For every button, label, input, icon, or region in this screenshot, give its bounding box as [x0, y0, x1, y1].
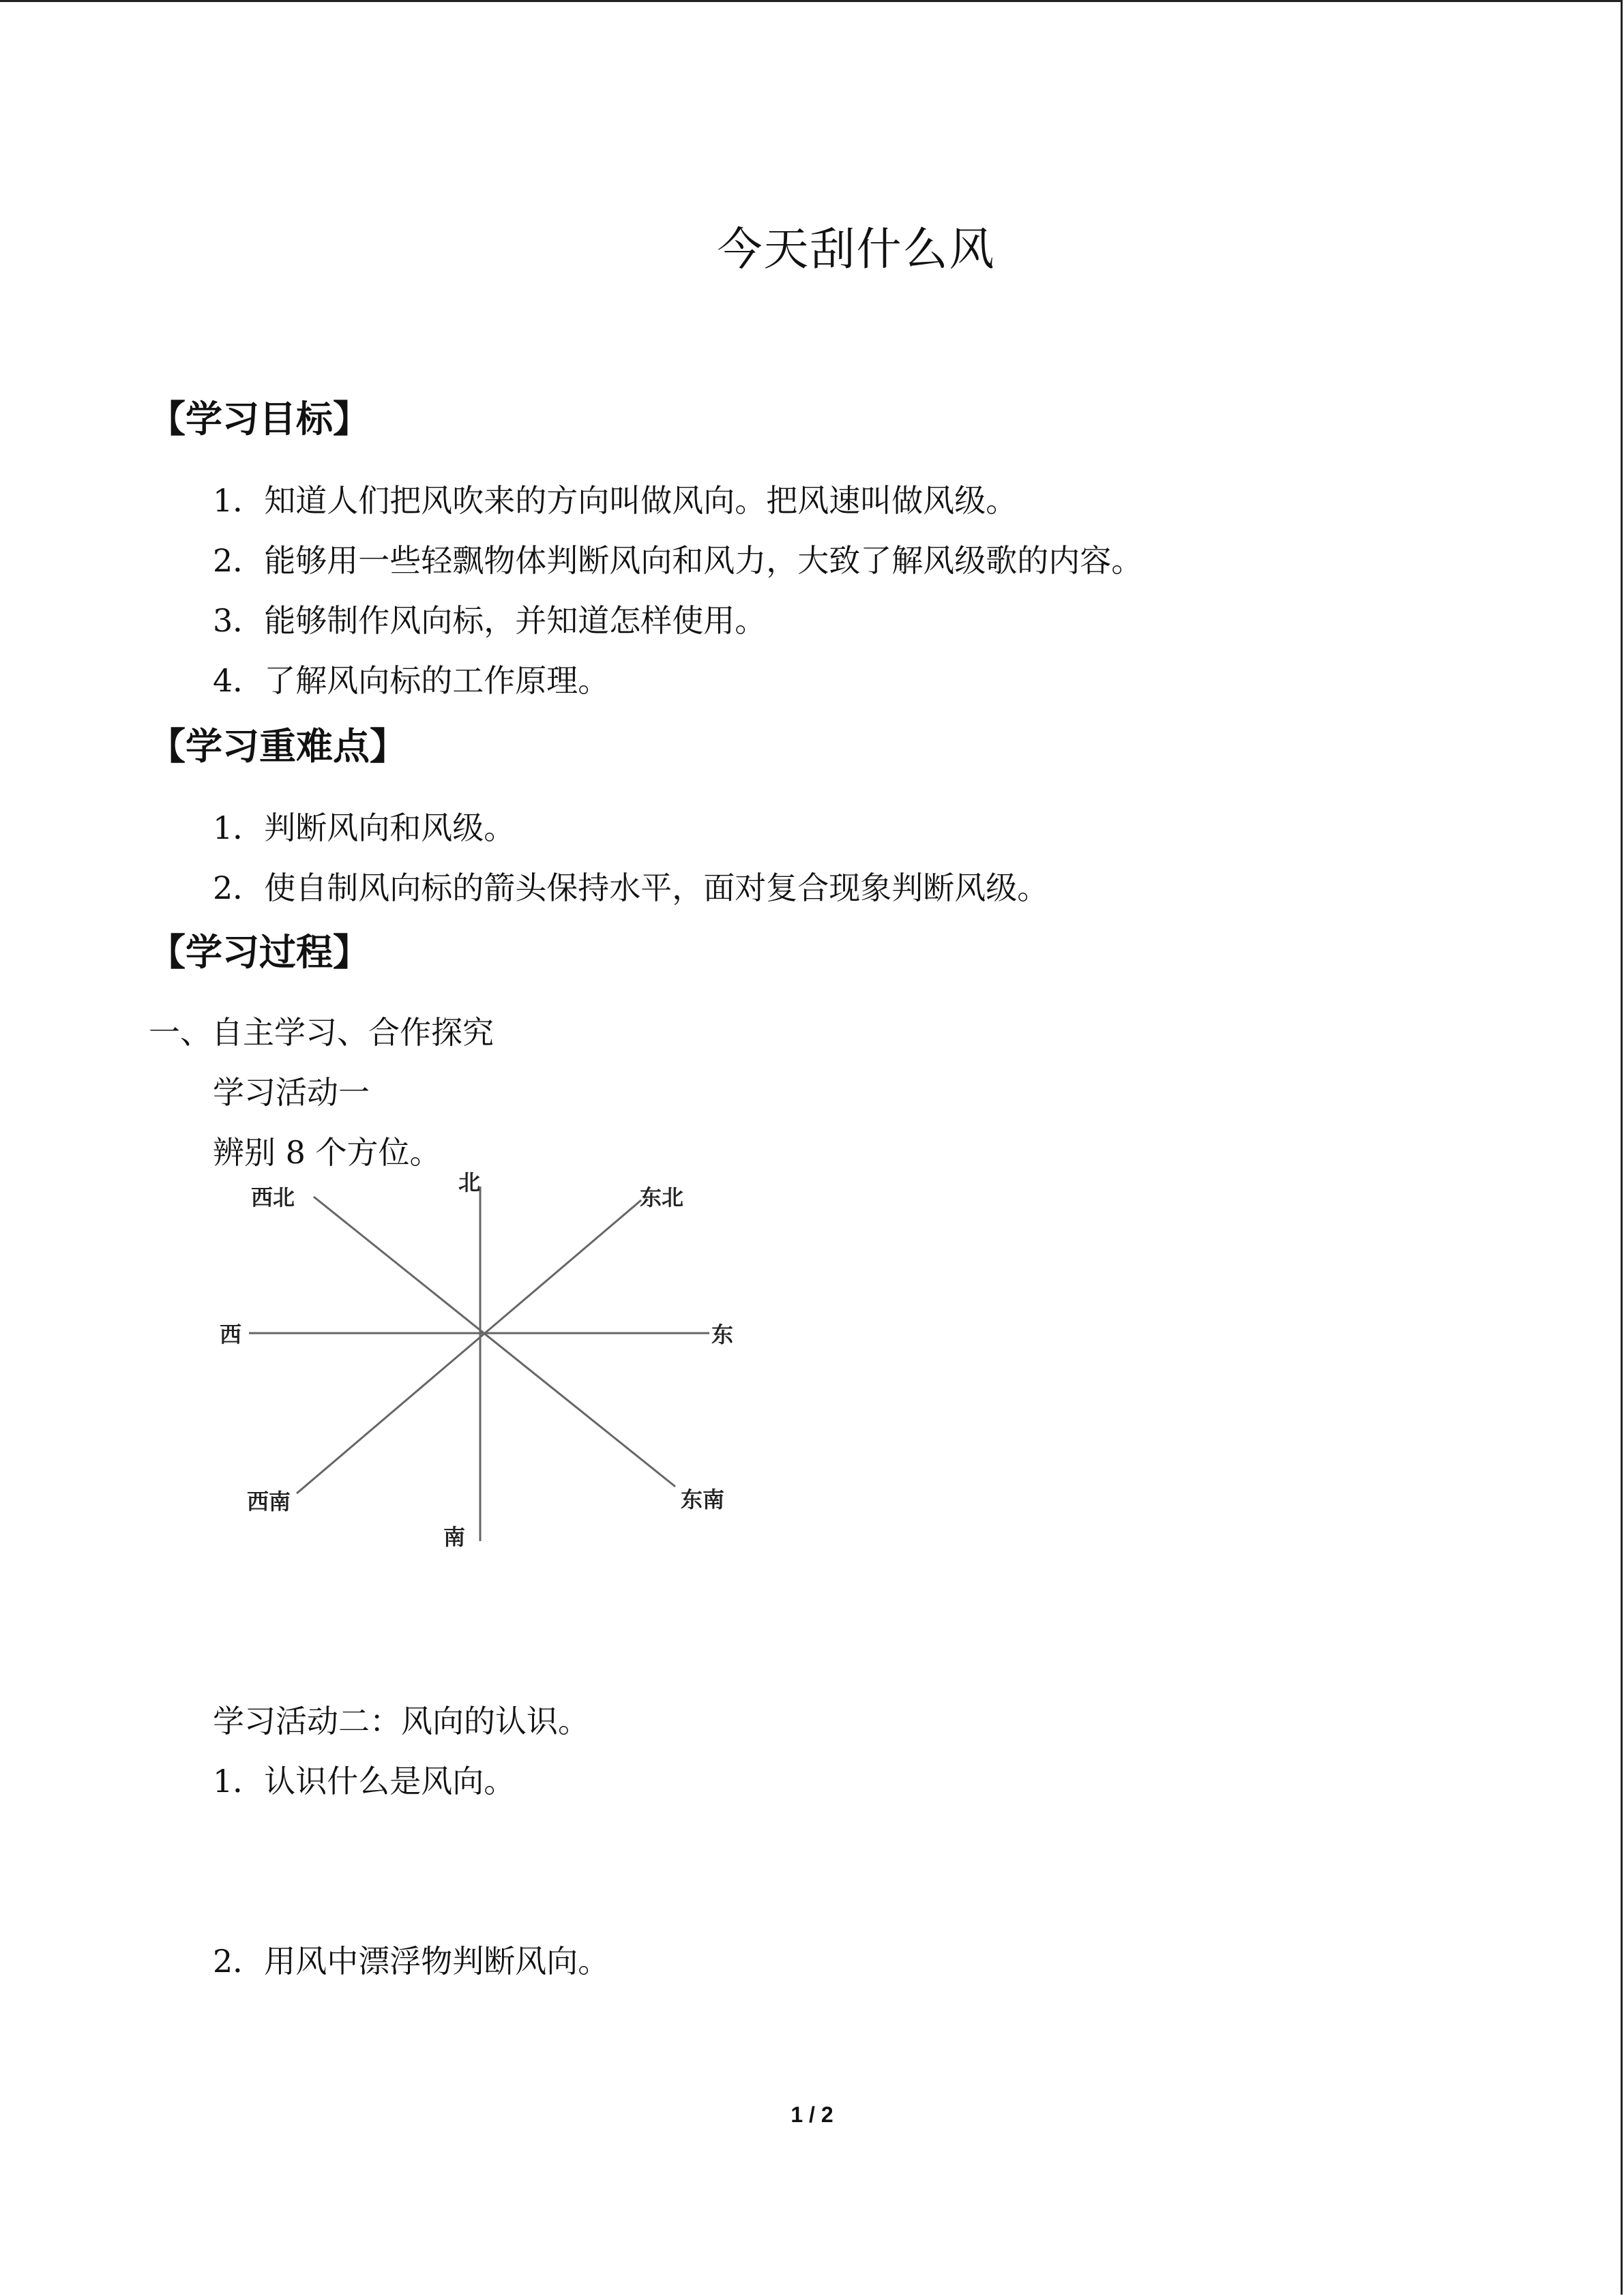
- goal-item-2: 2．能够用一些轻飘物体判断风向和风力，大致了解风级歌的内容。: [213, 542, 1143, 579]
- label-northwest: 西北: [251, 1184, 295, 1210]
- label-east: 东: [711, 1322, 734, 1347]
- page-number: 1 / 2: [791, 2102, 833, 2127]
- key-point-item-1: 1．判断风向和风级。: [213, 809, 516, 846]
- activity-1-task: 辨别 8 个方位。: [213, 1134, 441, 1171]
- document-title: 今天刮什么风: [717, 223, 996, 275]
- label-north: 北: [458, 1169, 481, 1195]
- section-1-title: 一、自主学习、合作探究: [149, 1014, 494, 1051]
- activity-1-title: 学习活动一: [213, 1074, 370, 1111]
- activity-2-title: 学习活动二：风向的认识。: [213, 1703, 589, 1740]
- goals-heading: 【学习目标】: [149, 398, 370, 441]
- activity-2-item-1: 1．认识什么是风向。: [213, 1763, 516, 1800]
- process-heading: 【学习过程】: [149, 931, 370, 974]
- label-south: 南: [443, 1524, 466, 1550]
- activity-2-item-2: 2．用风中漂浮物判断风向。: [213, 1943, 610, 1980]
- goal-item-1: 1．知道人们把风吹来的方向叫做风向。把风速叫做风级。: [213, 482, 1018, 519]
- goal-item-3: 3．能够制作风向标，并知道怎样使用。: [213, 602, 767, 639]
- key-point-item-2: 2．使自制风向标的箭头保持水平，面对复合现象判断风级。: [213, 869, 1049, 906]
- label-southeast: 东南: [681, 1487, 725, 1512]
- label-northeast: 东北: [640, 1184, 684, 1210]
- label-west: 西: [220, 1322, 242, 1347]
- key-points-heading: 【学习重难点】: [149, 725, 407, 768]
- northwest-southeast-line: [314, 1197, 675, 1487]
- compass-diagram: [220, 1169, 750, 1558]
- southwest-northeast-line: [297, 1200, 641, 1493]
- label-southwest: 西南: [247, 1489, 291, 1515]
- goal-item-4: 4．了解风向标的工作原理。: [213, 662, 610, 699]
